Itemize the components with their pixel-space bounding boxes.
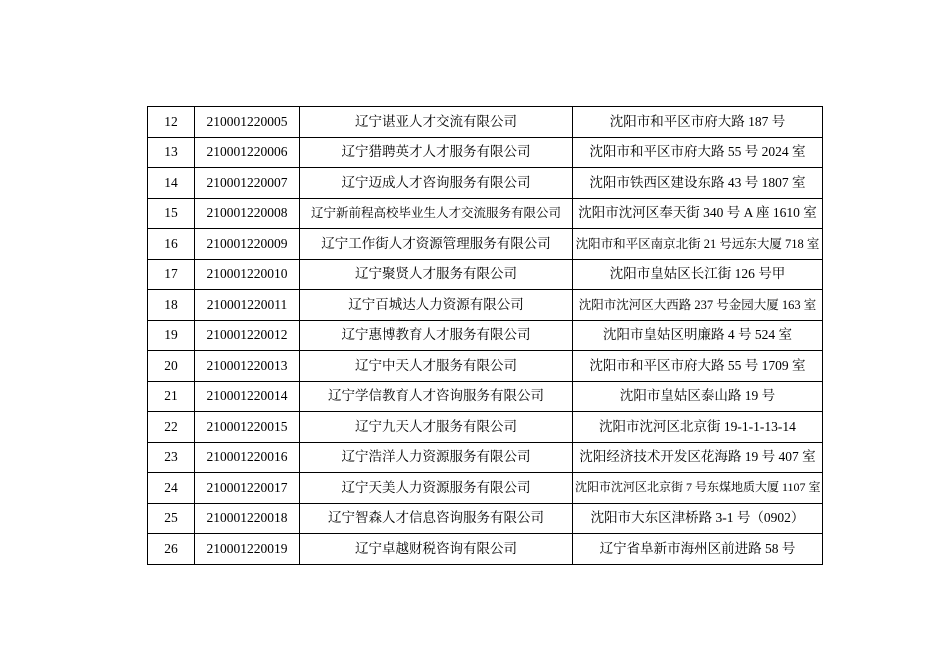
row-address-text: 沈阳市大东区津桥路 3-1 号（0902） <box>590 510 805 526</box>
row-name-cell <box>300 412 573 443</box>
row-name-text: 辽宁猎聘英才人才服务有限公司 <box>341 144 531 160</box>
row-name-text: 辽宁惠博教育人才服务有限公司 <box>341 327 531 343</box>
row-index-cell <box>148 320 195 351</box>
table-row <box>148 107 823 138</box>
row-code-text: 210001220015 <box>206 418 288 434</box>
table-body <box>148 107 823 565</box>
row-index-text: 18 <box>164 296 178 312</box>
row-index-text: 23 <box>164 449 178 465</box>
row-code-cell <box>195 381 300 412</box>
row-address-cell <box>573 198 823 229</box>
row-name-text: 辽宁聚贤人才服务有限公司 <box>355 266 517 282</box>
row-address-text: 沈阳市皇姑区长江街 126 号甲 <box>609 266 786 282</box>
row-name-cell <box>300 107 573 138</box>
row-index-text: 25 <box>164 510 178 526</box>
row-name-cell <box>300 503 573 534</box>
row-name-cell <box>300 168 573 199</box>
row-index-text: 20 <box>164 357 178 373</box>
row-index-cell <box>148 290 195 321</box>
row-name-text: 辽宁谌亚人才交流有限公司 <box>355 113 517 129</box>
row-code-cell <box>195 412 300 443</box>
row-name-cell <box>300 198 573 229</box>
row-index-text: 12 <box>164 113 178 129</box>
row-index-cell <box>148 473 195 504</box>
row-index-cell <box>148 198 195 229</box>
row-index-text: 26 <box>164 540 178 556</box>
row-name-text: 辽宁工作街人才资源管理服务有限公司 <box>321 235 551 251</box>
row-code-text: 210001220008 <box>206 205 288 221</box>
row-code-text: 210001220012 <box>206 327 288 343</box>
row-name-text: 辽宁中天人才服务有限公司 <box>355 357 517 373</box>
row-index-text: 17 <box>164 266 178 282</box>
row-name-text: 辽宁百城达人力资源有限公司 <box>348 296 524 312</box>
row-code-cell <box>195 320 300 351</box>
row-address-text: 沈阳市和平区南京北街 21 号远东大厦 718 室 <box>575 236 820 251</box>
row-name-cell <box>300 534 573 565</box>
row-code-text: 210001220014 <box>206 388 288 404</box>
row-code-cell <box>195 198 300 229</box>
table-row <box>148 290 823 321</box>
row-index-cell <box>148 351 195 382</box>
row-name-cell <box>300 229 573 260</box>
row-index-text: 16 <box>164 235 178 251</box>
row-name-cell <box>300 473 573 504</box>
row-code-text: 210001220005 <box>206 113 288 129</box>
row-name-text: 辽宁卓越财税咨询有限公司 <box>355 540 517 556</box>
row-index-cell <box>148 442 195 473</box>
row-code-text: 210001220018 <box>206 510 288 526</box>
row-name-text: 辽宁迈成人才咨询服务有限公司 <box>341 174 531 190</box>
table-row <box>148 473 823 504</box>
registration-table <box>147 106 823 565</box>
row-address-text: 沈阳市皇姑区泰山路 19 号 <box>619 388 776 404</box>
row-code-cell <box>195 290 300 321</box>
row-code-cell <box>195 229 300 260</box>
row-code-text: 210001220006 <box>206 144 288 160</box>
row-address-cell <box>573 351 823 382</box>
row-index-text: 19 <box>164 327 178 343</box>
table-row <box>148 198 823 229</box>
row-code-cell <box>195 442 300 473</box>
row-address-text: 沈阳市沈河区北京街 19-1-1-13-14 <box>599 418 796 434</box>
row-address-cell <box>573 503 823 534</box>
row-address-cell <box>573 412 823 443</box>
row-address-cell <box>573 107 823 138</box>
row-code-text: 210001220019 <box>206 540 288 556</box>
table-row <box>148 412 823 443</box>
row-code-text: 210001220011 <box>206 296 288 312</box>
row-name-text: 辽宁天美人力资源服务有限公司 <box>341 479 531 495</box>
row-code-cell <box>195 137 300 168</box>
row-code-cell <box>195 503 300 534</box>
row-index-cell <box>148 534 195 565</box>
row-address-text: 沈阳市沈河区奉天街 340 号 A 座 1610 室 <box>578 205 817 221</box>
row-address-text: 沈阳市和平区市府大路 55 号 1709 室 <box>589 357 806 373</box>
row-code-text: 210001220016 <box>206 449 288 465</box>
row-index-cell <box>148 168 195 199</box>
row-address-cell <box>573 229 823 260</box>
row-code-text: 210001220013 <box>206 357 288 373</box>
table-row <box>148 168 823 199</box>
row-address-text: 沈阳市和平区市府大路 187 号 <box>609 113 786 129</box>
row-index-cell <box>148 229 195 260</box>
row-index-cell <box>148 381 195 412</box>
row-address-cell <box>573 259 823 290</box>
table-row <box>148 137 823 168</box>
table-row <box>148 229 823 260</box>
row-code-cell <box>195 168 300 199</box>
row-address-text: 沈阳市铁西区建设东路 43 号 1807 室 <box>589 174 806 190</box>
row-index-text: 15 <box>164 205 178 221</box>
table-row <box>148 381 823 412</box>
row-name-cell <box>300 320 573 351</box>
row-address-text: 辽宁省阜新市海州区前进路 58 号 <box>599 540 796 556</box>
row-address-cell <box>573 168 823 199</box>
row-address-cell <box>573 137 823 168</box>
row-index-text: 13 <box>164 144 178 160</box>
row-index-text: 24 <box>164 479 178 495</box>
row-name-cell <box>300 351 573 382</box>
row-index-cell <box>148 412 195 443</box>
row-name-cell <box>300 259 573 290</box>
row-code-text: 210001220017 <box>206 479 288 495</box>
row-address-cell <box>573 473 823 504</box>
row-name-text: 辽宁新前程高校毕业生人才交流服务有限公司 <box>310 206 561 221</box>
row-name-text: 辽宁学信教育人才咨询服务有限公司 <box>328 388 544 404</box>
row-name-text: 辽宁智森人才信息咨询服务有限公司 <box>328 510 544 526</box>
row-index-text: 21 <box>164 388 178 404</box>
row-name-text: 辽宁九天人才服务有限公司 <box>355 418 517 434</box>
row-code-cell <box>195 351 300 382</box>
row-address-text: 沈阳市沈河区大西路 237 号金园大厦 163 室 <box>578 297 817 312</box>
row-index-cell <box>148 107 195 138</box>
row-address-text: 沈阳市和平区市府大路 55 号 2024 室 <box>589 144 806 160</box>
row-code-cell <box>195 534 300 565</box>
row-name-cell <box>300 290 573 321</box>
row-code-cell <box>195 473 300 504</box>
table-row <box>148 442 823 473</box>
table-row <box>148 259 823 290</box>
row-code-text: 210001220007 <box>206 174 288 190</box>
row-code-cell <box>195 107 300 138</box>
row-address-text: 沈阳市沈河区北京街 7 号东煤地质大厦 1107 室 <box>575 479 821 494</box>
table-row <box>148 320 823 351</box>
row-index-cell <box>148 503 195 534</box>
row-name-cell <box>300 442 573 473</box>
registration-table-wrapper <box>147 106 821 565</box>
row-address-cell <box>573 320 823 351</box>
table-row <box>148 534 823 565</box>
table-row <box>148 503 823 534</box>
row-index-text: 22 <box>164 418 178 434</box>
row-code-text: 210001220009 <box>206 235 288 251</box>
table-row <box>148 351 823 382</box>
row-name-cell <box>300 137 573 168</box>
row-code-text: 210001220010 <box>206 266 288 282</box>
row-index-text: 14 <box>164 174 178 190</box>
row-name-cell <box>300 381 573 412</box>
row-address-text: 沈阳市皇姑区明廉路 4 号 524 室 <box>603 327 792 343</box>
row-address-cell <box>573 381 823 412</box>
row-address-cell <box>573 534 823 565</box>
row-address-text: 沈阳经济技术开发区花海路 19 号 407 室 <box>579 449 816 465</box>
row-index-cell <box>148 137 195 168</box>
row-index-cell <box>148 259 195 290</box>
row-name-text: 辽宁浩洋人力资源服务有限公司 <box>341 449 531 465</box>
row-code-cell <box>195 259 300 290</box>
row-address-cell <box>573 290 823 321</box>
row-address-cell <box>573 442 823 473</box>
